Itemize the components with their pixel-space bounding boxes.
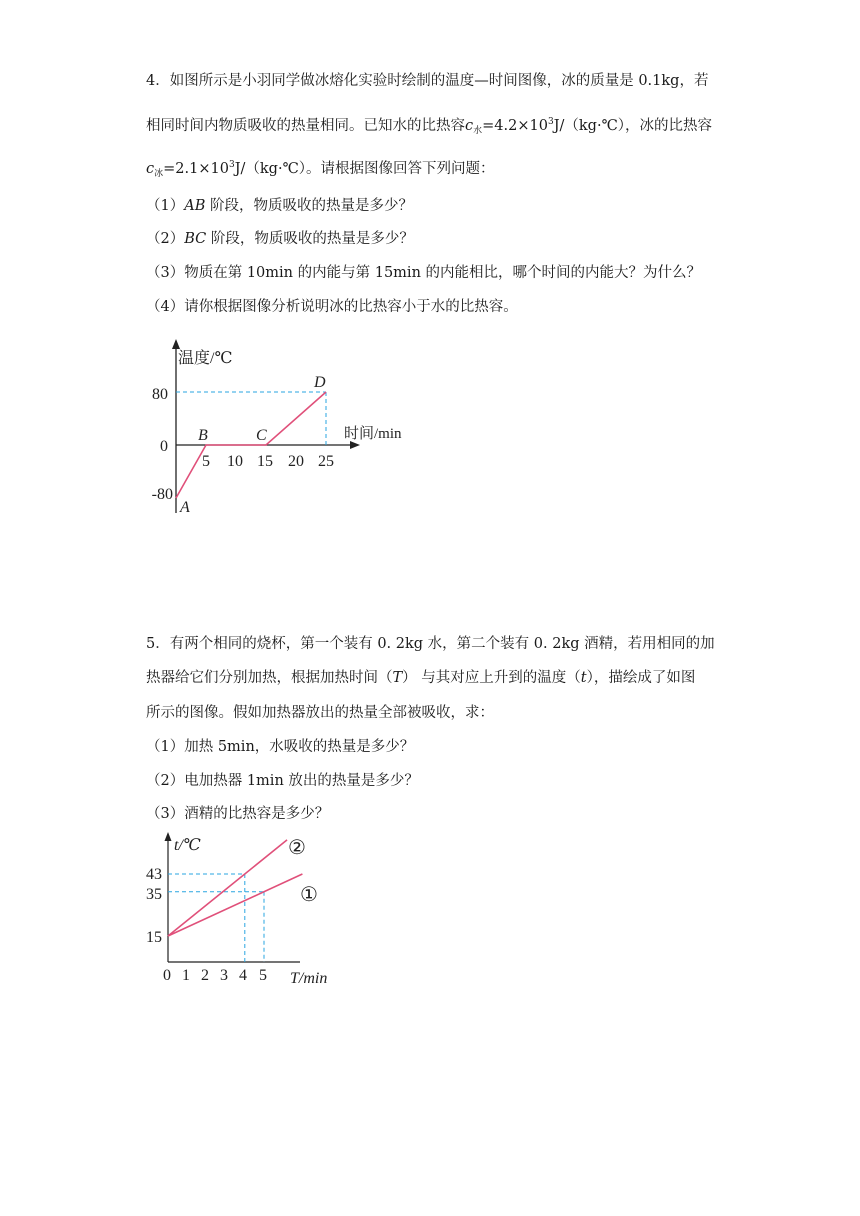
q4-line-2-text: 相同时间内物质吸收的热量相同。已知水的比热容: [146, 118, 465, 134]
chart2-ylabel: t/℃: [174, 837, 201, 854]
chart1-y-arrow-icon: [172, 339, 180, 349]
chart1-ylabel: 温度/℃: [178, 350, 233, 367]
chart1-xtick-20: 20: [288, 453, 304, 470]
q5-line-2-text-c: ），描绘成了如图: [586, 670, 696, 686]
q4-sub-1-var: AB: [184, 198, 206, 214]
chart2-xtick-3: 3: [220, 967, 228, 984]
q5-line-3: 所示的图像。假如加热器放出的热量全部被吸收，求：: [146, 705, 494, 721]
chart2-series-1-label: ①: [300, 884, 318, 906]
chart1-xtick-5: 5: [202, 453, 210, 470]
q4-sub-2-var: BC: [184, 231, 207, 247]
chart1-point-A: A: [180, 499, 190, 516]
chart1-xtick-25: 25: [318, 453, 334, 470]
chart2-xlabel: T/min: [290, 970, 328, 987]
water-exponent: 3: [547, 117, 554, 127]
q4-line-2: [146, 112, 712, 141]
q4-line-3-tail: J/（kg·℃）。请根据图像回答下列问题：: [234, 161, 495, 177]
chart1-x-arrow-icon: [350, 441, 360, 449]
chart2-ytick-43: 43: [146, 866, 162, 883]
q5-sub-3: （3）酒精的比热容是多少？: [146, 806, 330, 822]
c-symbol-water: c: [465, 118, 474, 134]
chart1-ytick-neg80: -80: [151, 486, 173, 503]
q5-var-T: T: [392, 670, 403, 686]
chart2-xtick-0: 0: [163, 967, 171, 984]
chart2-xtick-4: 4: [239, 967, 247, 984]
chart1-point-C: C: [256, 427, 267, 444]
chart2-series-2-label: ②: [288, 837, 306, 859]
water-subscript: 水: [473, 126, 483, 136]
chart2-ytick-15: 15: [146, 929, 162, 946]
q4-sub-1-num: （1）: [146, 198, 185, 214]
q4-line-1: 4．如图所示是小羽同学做冰熔化实验时绘制的温度—时间图像，冰的质量是 0.1kg，若: [146, 73, 709, 89]
q5-sub-2: （2）电加热器 1min 放出的热量是多少？: [146, 773, 419, 789]
q5-line-2-text-b: ） 与其对应上升到的温度（: [402, 670, 581, 686]
q4-sub-1: [146, 196, 413, 216]
chart1-xtick-15: 15: [257, 453, 273, 470]
q4-sub-1-text: 阶段，物质吸收的热量是多少？: [205, 198, 413, 214]
q4-sub-2-num: （2）: [146, 231, 185, 247]
chart1-point-B: B: [198, 427, 208, 444]
chart2-series-2-line: [168, 840, 287, 936]
q4-sub-2-text: 阶段，物质吸收的热量是多少？: [206, 231, 414, 247]
q4-sub-2: [146, 229, 414, 249]
q5-line-2-text-a: 热器给它们分别加热，根据加热时间（: [146, 670, 393, 686]
chart1-ytick-0: 0: [160, 438, 168, 455]
q4-sub-3: （3）物质在第 10min 的内能与第 15min 的内能相比，哪个时间的内能大？为什么？: [146, 265, 702, 281]
water-heat-capacity-value: =4.2×10: [482, 118, 548, 134]
chart2-ytick-35: 35: [146, 886, 162, 903]
q4-line-3: [146, 155, 495, 184]
c-symbol-ice: c: [146, 161, 155, 177]
q5-var-t: t: [580, 670, 587, 686]
chart1-point-D: D: [314, 374, 326, 391]
q4-line-2-tail: J/（kg·℃），冰的比热容: [553, 118, 713, 134]
ice-heat-capacity-value: =2.1×10: [163, 161, 229, 177]
chart2-xtick-5: 5: [259, 967, 267, 984]
chart1-xlabel: 时间/min: [344, 426, 402, 442]
q5-sub-1: （1）加热 5min，水吸收的热量是多少？: [146, 739, 415, 755]
chart2-y-arrow-icon: [165, 832, 172, 841]
q5-line-1: 5．有两个相同的烧杯，第一个装有 0. 2kg 水，第二个装有 0. 2kg 酒精，若用相同的加: [146, 636, 715, 652]
ice-exponent: 3: [228, 160, 235, 170]
chart2-xtick-1: 1: [182, 967, 190, 984]
heating-chart: [140, 826, 340, 991]
temperature-time-chart: [140, 335, 430, 520]
q4-sub-4: （4）请你根据图像分析说明冰的比热容小于水的比热容。: [146, 299, 518, 315]
chart2-series-1-line: [168, 874, 302, 936]
ice-subscript: 冰: [154, 169, 164, 179]
chart1-xtick-10: 10: [227, 453, 243, 470]
q5-line-2: [146, 668, 695, 688]
chart1-ytick-80: 80: [152, 386, 168, 403]
chart2-xtick-2: 2: [201, 967, 209, 984]
